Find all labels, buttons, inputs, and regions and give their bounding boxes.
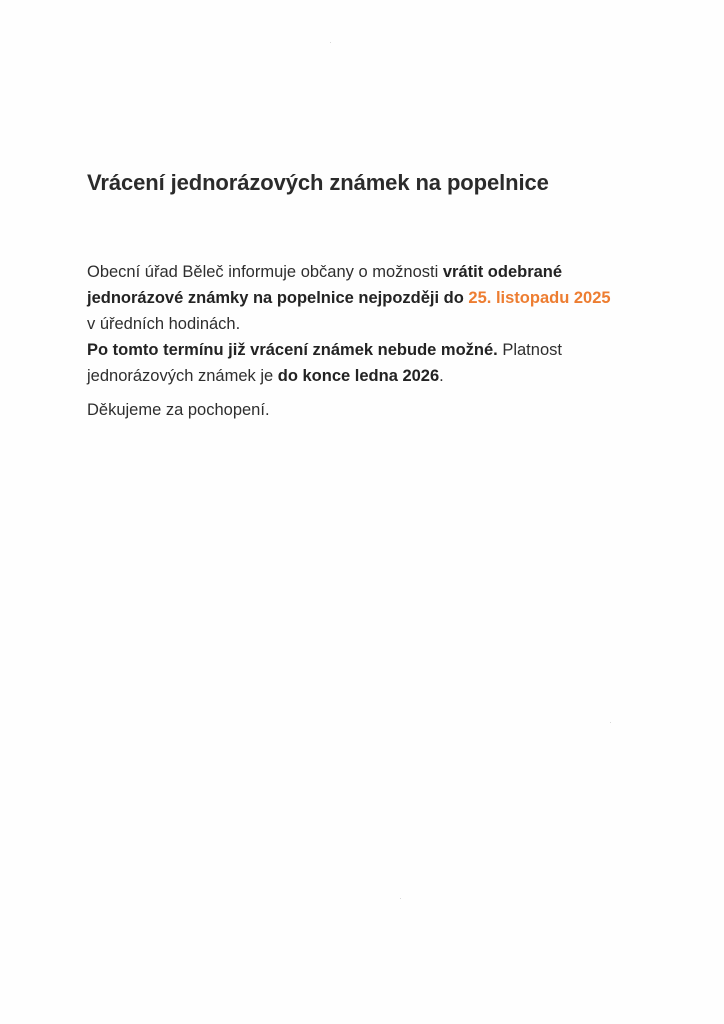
scan-speck <box>610 722 611 723</box>
text-bold: vrátit odebrané <box>442 263 563 281</box>
text-regular: . <box>439 367 444 385</box>
paragraph-line <box>87 259 647 285</box>
document-title: Vrácení jednorázových známek na popelnice <box>87 170 549 195</box>
text-bold: jednorázové známky na popelnice nejpozději do <box>87 289 469 307</box>
paragraph-line <box>87 337 647 363</box>
text-regular: Obecní úřad Běleč informuje občany o možnosti <box>87 263 443 281</box>
paragraph-return-notice <box>87 259 647 337</box>
deadline-date-highlight: 25. listopadu 2025 <box>468 289 611 307</box>
paragraph-line <box>87 311 647 337</box>
closing-line: Děkujeme za pochopení. <box>87 401 270 419</box>
text-regular: Platnost <box>497 341 562 359</box>
paragraph-line <box>87 363 647 389</box>
validity-date-bold: do konce ledna 2026 <box>277 367 440 385</box>
paragraph-validity-notice <box>87 337 647 389</box>
document-body <box>87 259 647 423</box>
text-regular: jednorázových známek je <box>87 367 278 385</box>
paragraph-line <box>87 285 647 311</box>
scan-speck <box>330 42 331 43</box>
text-regular: v úředních hodinách. <box>87 315 241 333</box>
scan-speck <box>400 898 401 899</box>
text-bold: Po tomto termínu již vrácení známek nebude možné. <box>87 341 498 359</box>
